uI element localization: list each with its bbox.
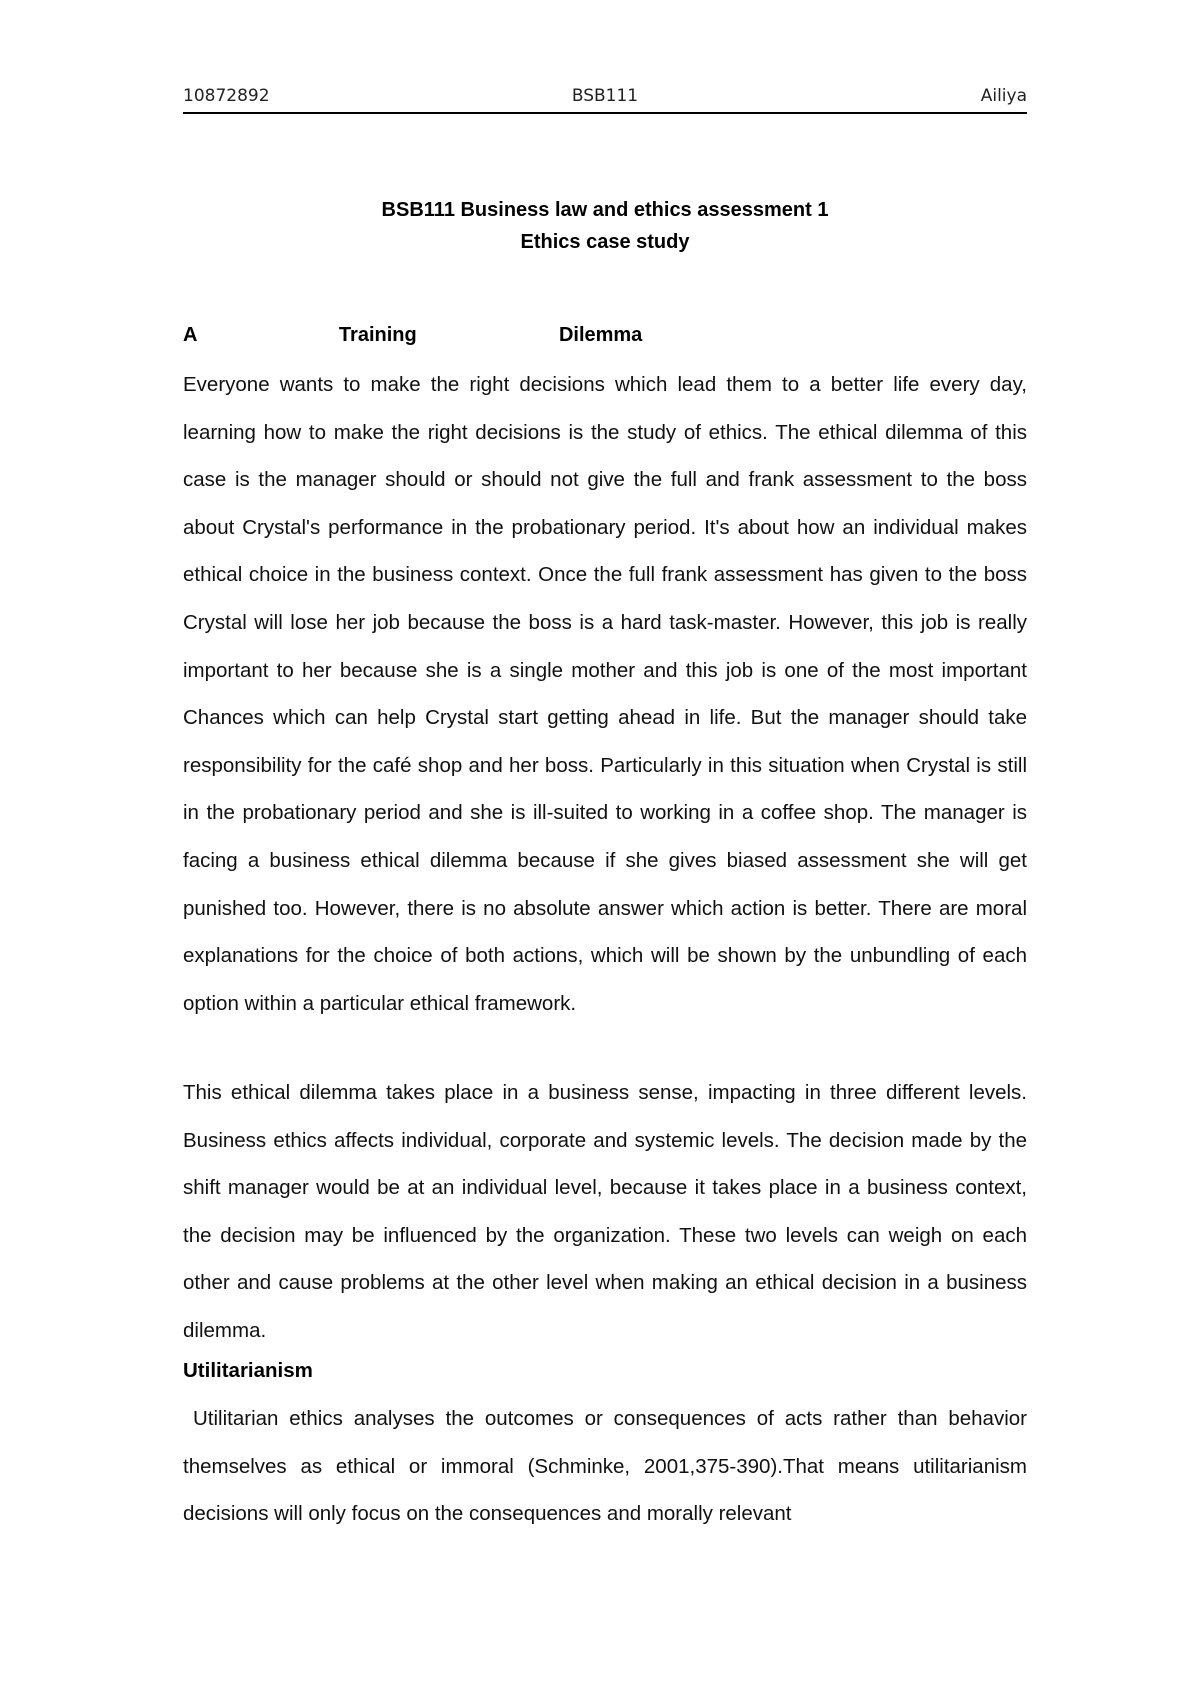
header-student-id: 10872892	[183, 86, 270, 106]
paragraph-3: Utilitarian ethics analyses the outcomes or consequences of acts rather than behavior themselves as ethical or immoral (Schminke, 2001,375-390).That means utilitarianism decisions will only focus on the consequences and morally relevant	[183, 1407, 1027, 1526]
document-title	[183, 194, 1027, 258]
page-header	[183, 84, 1027, 114]
subheading-utilitarianism: Utilitarianism	[183, 1359, 313, 1382]
title-line-2: Ethics case study	[520, 231, 690, 253]
section-heading: A Training Dilemma	[183, 324, 643, 346]
title-line-1: BSB111 Business law and ethics assessment 1	[381, 199, 829, 221]
header-author-name: Ailiya	[980, 86, 1027, 106]
header-course-code: BSB111	[571, 86, 639, 106]
paragraph-1: Everyone wants to make the right decisions which lead them to a better life every day, learning how to make the right decisions is the study of ethics. The ethical dilemma of this case is the manager should or should not give the full and frank assessment to the boss about Crystal's performance in the probationary period. It's about how an individual makes ethical choice in the business context. Once the full frank assessment has given to the boss Crystal will lose her job because the boss is a hard task-master. However, this job is really important to her because she is a single mother and this job is one of the most important Chances which can help Crystal start getting ahead in life. But the manager should take responsibility for the café shop and her boss. Particularly in this situation when Crystal is still in the probationary period and she is ill-suited to working in a coffee shop. The manager is facing a business ethical dilemma because if she gives biased assessment she will get punished too. However, there is no absolute answer which action is better. There are moral explanations for the choice of both actions, which will be shown by the unbundling of each option within a particular ethical framework.	[183, 373, 1027, 1015]
paragraph-2: This ethical dilemma takes place in a business sense, impacting in three different levels. Business ethics affects individual, corporate and systemic levels. The decision made by the shift manager would be at an individual level, because it takes place in a business context, the decision may be influenced by the organization. These two levels can weigh on each other and cause problems at the other level when making an ethical decision in a business dilemma.	[183, 1081, 1027, 1342]
